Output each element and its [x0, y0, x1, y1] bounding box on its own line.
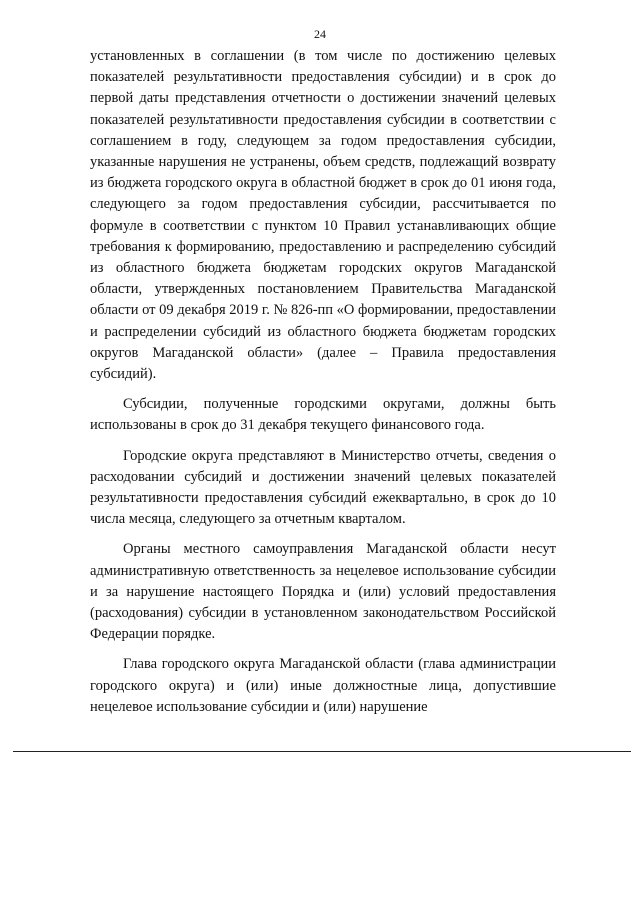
- paragraph-subsidy-deadline: Субсидии, полученные городскими округами, должны быть использованы в срок до 31 декабря текущего финансового года.: [90, 396, 556, 434]
- paragraph-reporting: Городские округа представляют в Министерство отчеты, сведения о расходовании субсидий и достижении значений целевых показателей результативности предоставления субсидий ежеквартально, в срок до 10 числа месяца, следующего за отчетным кварталом.: [90, 447, 556, 528]
- paragraph-continuation: установленных в соглашении (в том числе по достижению целевых показателей результативности предоставления субсидии) и в срок до первой даты представления отчетности о достижении значений целевых показателей результативности предоставления субсидии в соответствии с соглашением в году, следующем за годом предоставления субсидии, указанные нарушения не устранены, объем средств, подлежащий возврату из бюджета городского округа в областной бюджет в срок до 01 июня года, следующего за годом предоставления субсидии, рассчитывается по формуле в соответствии с пунктом 10 Правил устанавливающих общие требования к формированию, предоставлению и распределению субсидий из областного бюджета бюджетам городских округов Магаданской области, утвержденных постановлением Правительства Магаданской области от 09 декабря 2019 г. № 826-пп «О формировании, предоставлении и распределении субсидий из областного бюджета бюджетам городских округов Магаданской области» (далее – Правила предоставления субсидий).: [90, 48, 556, 383]
- page-number: 24: [314, 27, 326, 41]
- paragraph-responsibility: Органы местного самоуправления Магаданской области несут административную ответственность за нецелевое использование субсидии и за нарушение настоящего Порядка и (или) условий предоставления (расходования) субсидии в установленном законодательством Российской Федерации порядке.: [90, 541, 556, 643]
- footer-divider: [13, 751, 631, 752]
- document-body: [90, 46, 556, 727]
- paragraph-officials: Глава городского округа Магаданской области (глава администрации городского округа) и (или) иные должностные лица, допустившие нецелевое использование субсидии и (или) нарушение: [90, 656, 556, 715]
